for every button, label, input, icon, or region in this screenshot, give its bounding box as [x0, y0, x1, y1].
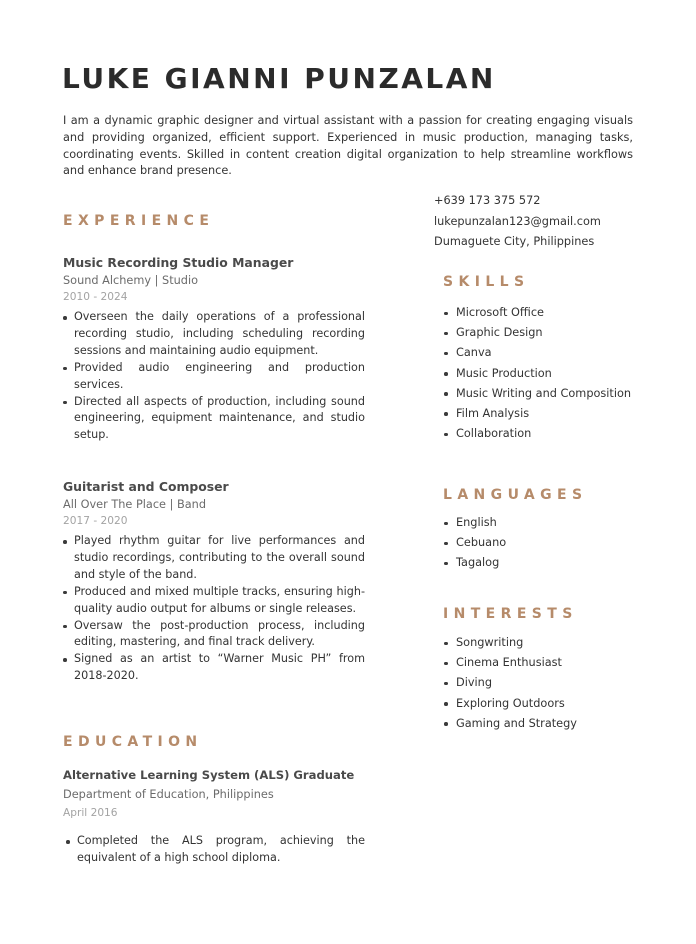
resume-name: LUKE GIANNI PUNZALAN — [62, 62, 496, 95]
job-dates: 2010 - 2024 — [63, 291, 128, 303]
education-entry — [63, 768, 365, 867]
job-bullet: Produced and mixed multiple tracks, ensuring high-quality audio output for albums or single releases. — [63, 584, 365, 618]
experience-job-1 — [63, 255, 365, 444]
job-bullet: Signed as an artist to “Warner Music PH” from 2018-2020. — [63, 651, 365, 685]
contact-location: Dumaguete City, Philippines — [434, 235, 595, 248]
languages-list — [444, 515, 506, 576]
education-bullet-list — [63, 833, 365, 867]
skill-item: Music Production — [444, 366, 631, 386]
education-bullet: Completed the ALS program, achieving the equivalent of a high school diploma. — [66, 833, 365, 867]
experience-job-2 — [63, 479, 365, 685]
job-organization: Sound Alchemy | Studio — [63, 274, 199, 287]
interest-item: Cinema Enthusiast — [444, 655, 577, 675]
job-bullet: Provided audio engineering and production services. — [63, 360, 365, 394]
job-dates: 2017 - 2020 — [63, 515, 128, 527]
skills-heading: SKILLS — [443, 274, 530, 290]
interest-item: Diving — [444, 675, 577, 695]
job-bullet: Played rhythm guitar for live performances and studio recordings, contributing to the overall sound and style of the band. — [63, 533, 365, 584]
languages-heading: LANGUAGES — [443, 487, 588, 503]
contact-email: lukepunzalan123@gmail.com — [434, 214, 601, 228]
skills-list — [444, 305, 631, 446]
interest-item: Songwriting — [444, 635, 577, 655]
skill-item: Collaboration — [444, 426, 631, 446]
interest-item: Exploring Outdoors — [444, 696, 577, 716]
job-bullet: Oversaw the post-production process, including editing, mastering, and final track delivery. — [63, 618, 365, 652]
skill-item: Microsoft Office — [444, 305, 631, 325]
summary-paragraph: I am a dynamic graphic designer and virtual assistant with a passion for creating engaging visuals and providing organized, efficient support. Experienced in music production, managing tasks, coordinating events. Skilled in content creation digital organization to help streamline workflows and enhance brand presence. — [63, 114, 633, 178]
education-dates: April 2016 — [63, 807, 118, 819]
job-bullet-list — [63, 533, 365, 685]
contact-phone: +639 173 375 572 — [434, 194, 541, 207]
interest-item: Gaming and Strategy — [444, 716, 577, 736]
skill-item: Graphic Design — [444, 325, 631, 345]
education-title: Alternative Learning System (ALS) Graduate — [63, 768, 355, 782]
job-organization: All Over The Place | Band — [63, 498, 206, 511]
education-heading: EDUCATION — [63, 734, 203, 750]
job-bullet: Directed all aspects of production, including sound engineering, equipment maintenance, and studio setup. — [63, 394, 365, 445]
language-item: Cebuano — [444, 535, 506, 555]
interests-heading: INTERESTS — [443, 606, 578, 622]
interests-list — [444, 635, 577, 736]
skill-item: Music Writing and Composition — [444, 386, 631, 406]
contact-info — [434, 193, 601, 255]
job-title: Guitarist and Composer — [63, 479, 229, 494]
job-bullet-list — [63, 309, 365, 444]
language-item: English — [444, 515, 506, 535]
language-item: Tagalog — [444, 555, 506, 575]
job-bullet: Overseen the daily operations of a professional recording studio, including scheduling recording sessions and maintaining audio equipment. — [63, 309, 365, 360]
experience-heading: EXPERIENCE — [63, 213, 215, 229]
skill-item: Canva — [444, 345, 631, 365]
skill-item: Film Analysis — [444, 406, 631, 426]
education-organization: Department of Education, Philippines — [63, 788, 274, 801]
job-title: Music Recording Studio Manager — [63, 255, 294, 270]
